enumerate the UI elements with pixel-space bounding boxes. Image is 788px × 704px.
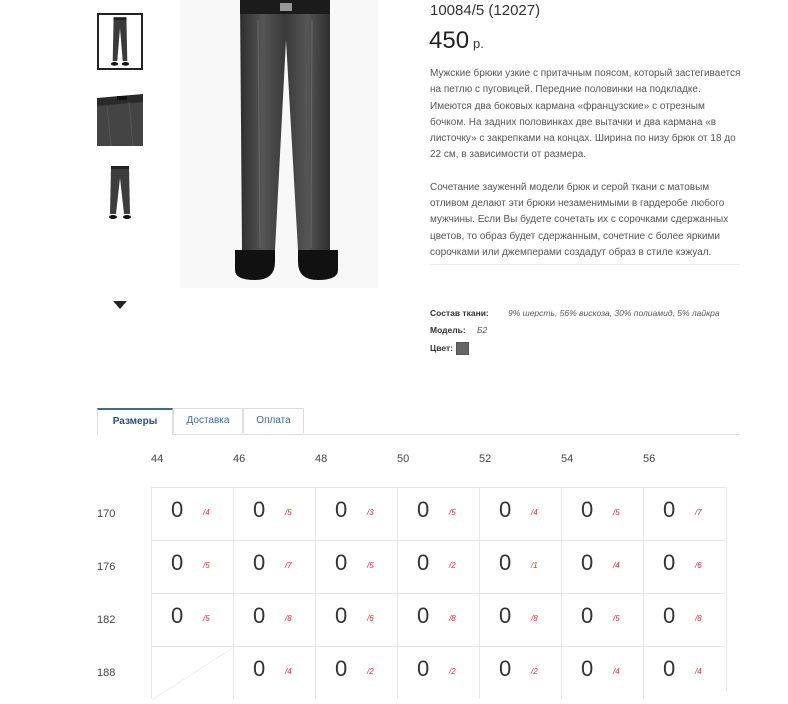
description-paragraph: Сочетание зауженнй модели брюк и серой ткани с матовым отливом делают эти брюки незаменимыми в гардеробе любого мужчины. Если Вы будете сочетать их с сорочками сдержанных цветов, то образ будет сдержанным, сочетние с более яркими сорочками или джемперами создадут образ в стиле кэжуал. <box>430 181 729 258</box>
size-cell-quantity: 0 <box>417 603 430 628</box>
product-price <box>429 27 484 55</box>
product-description <box>430 66 742 277</box>
size-cell[interactable] <box>397 540 479 593</box>
size-cell-quantity: 0 <box>581 656 594 681</box>
size-cell-stock: /5 <box>203 614 210 623</box>
color-swatch <box>456 342 469 355</box>
size-cell-quantity: 0 <box>663 497 676 522</box>
size-cell-stock: /6 <box>367 614 374 623</box>
size-cell[interactable] <box>315 646 397 699</box>
size-cell[interactable] <box>479 487 561 540</box>
size-cell[interactable] <box>479 593 561 646</box>
size-column-header: 46 <box>233 453 246 465</box>
height-row-header: 188 <box>97 667 116 679</box>
description-paragraph: Мужские брюки узкие с притачным поясом, который застегивается на петлю с пуговицей. Передние половинки на подкладке. Имеются два боковых кармана «французские» с отрезным бочком. На задних половинках две вытачки и два кармана «в листочку» с закрепками на концах. Ширина по низу брюк от 18 до 22 см, в зависимости от размера. <box>430 68 741 161</box>
size-cell-quantity: 0 <box>253 656 266 681</box>
size-cell-stock: /7 <box>285 561 292 570</box>
spec-model <box>430 325 487 335</box>
size-cell-quantity: 0 <box>253 497 266 522</box>
size-cell-quantity: 0 <box>499 497 512 522</box>
divider <box>430 264 740 265</box>
size-cell[interactable] <box>233 540 315 593</box>
size-cell-stock: /3 <box>367 508 374 517</box>
size-cell[interactable] <box>397 593 479 646</box>
size-cell-quantity: 0 <box>335 603 348 628</box>
size-cell-quantity: 0 <box>417 656 430 681</box>
size-cell[interactable] <box>315 593 397 646</box>
size-cell[interactable] <box>397 487 479 540</box>
size-cell-stock: /8 <box>449 614 456 623</box>
size-cell-quantity: 0 <box>663 550 676 575</box>
size-cell-quantity: 0 <box>663 656 676 681</box>
size-cell[interactable] <box>643 487 725 540</box>
size-cell-stock: /4 <box>285 667 292 676</box>
size-column-header: 44 <box>151 453 164 465</box>
size-cell-stock: /8 <box>285 614 292 623</box>
size-cell-stock: /5 <box>285 508 292 517</box>
size-cell[interactable] <box>233 646 315 699</box>
size-cell-stock: /5 <box>613 508 620 517</box>
tab-sizes[interactable]: Размеры <box>97 408 173 435</box>
size-cell-quantity: 0 <box>499 550 512 575</box>
size-cell-stock: /5 <box>367 561 374 570</box>
size-column-header: 54 <box>561 453 574 465</box>
size-column-header: 48 <box>315 453 328 465</box>
size-cell[interactable] <box>315 540 397 593</box>
spec-model-label: Модель: <box>430 325 466 335</box>
price-value: 450 <box>429 27 470 54</box>
gallery-thumbnail-back[interactable] <box>97 162 143 220</box>
trousers-front-icon <box>99 15 141 68</box>
size-cell-quantity: 0 <box>171 550 184 575</box>
gallery-thumbnail-detail[interactable] <box>97 88 143 146</box>
size-cell[interactable] <box>233 487 315 540</box>
size-cell[interactable] <box>479 646 561 699</box>
trousers-waist-detail-icon <box>97 88 143 146</box>
spec-color <box>430 342 508 355</box>
size-cell-quantity: 0 <box>335 550 348 575</box>
unavailable-slash-icon <box>152 647 234 700</box>
tab-delivery[interactable]: Доставка <box>173 408 243 433</box>
size-cell[interactable] <box>233 593 315 646</box>
size-cell[interactable] <box>643 593 725 646</box>
size-cell[interactable] <box>315 487 397 540</box>
spec-fabric-label: Состав ткани: <box>430 308 489 318</box>
spec-fabric-value: 9% шерсть, 56% вискоза, 30% полиамид, 5% лайкра <box>508 308 720 318</box>
size-cell[interactable] <box>643 540 725 593</box>
size-cell-quantity: 0 <box>253 603 266 628</box>
size-cell-stock: /6 <box>695 561 702 570</box>
size-cell-stock: /1 <box>531 561 538 570</box>
size-cell-stock: /5 <box>203 561 210 570</box>
product-main-image <box>180 0 378 288</box>
size-cell[interactable] <box>561 487 643 540</box>
size-cell[interactable] <box>643 646 725 699</box>
size-cell-stock: /7 <box>695 508 702 517</box>
size-cell-quantity: 0 <box>663 603 676 628</box>
trousers-back-icon <box>97 162 143 220</box>
size-column-header: 52 <box>479 453 492 465</box>
info-tabs <box>97 408 740 435</box>
size-column-header: 50 <box>397 453 410 465</box>
size-cell-stock: /4 <box>203 508 210 517</box>
size-cell-quantity: 0 <box>581 497 594 522</box>
size-cell[interactable] <box>561 593 643 646</box>
price-currency: р. <box>473 36 484 51</box>
size-cell-empty <box>151 646 233 699</box>
size-cell-stock: /8 <box>695 614 702 623</box>
size-cell-quantity: 0 <box>499 656 512 681</box>
height-row-header: 182 <box>97 614 116 626</box>
size-cell-stock: /2 <box>367 667 374 676</box>
size-cell-stock: /5 <box>449 508 456 517</box>
product-sku: 10084/5 (12027) <box>430 2 541 19</box>
size-cell[interactable] <box>397 646 479 699</box>
triangle-down-icon[interactable] <box>113 301 127 309</box>
spec-color-label: Цвет: <box>430 342 453 353</box>
size-cell-quantity: 0 <box>499 603 512 628</box>
size-cell-stock: /2 <box>531 667 538 676</box>
spec-model-value: Б2 <box>477 325 488 335</box>
size-cell-stock: /2 <box>449 667 456 676</box>
size-cell[interactable] <box>561 646 643 699</box>
size-cell-quantity: 0 <box>581 550 594 575</box>
size-cell[interactable] <box>479 540 561 593</box>
gallery-thumbnail-front[interactable] <box>97 13 143 70</box>
size-cell-quantity: 0 <box>335 497 348 522</box>
size-cell-quantity: 0 <box>335 656 348 681</box>
size-cell-stock: /4 <box>613 561 620 570</box>
size-cell-quantity: 0 <box>581 603 594 628</box>
size-cell-stock: /5 <box>613 614 620 623</box>
table-border <box>726 487 727 691</box>
size-cell-stock: /4 <box>613 667 620 676</box>
size-cell-stock: /2 <box>449 561 456 570</box>
size-cell[interactable] <box>151 593 233 646</box>
size-cell-stock: /8 <box>531 614 538 623</box>
size-cell-quantity: 0 <box>253 550 266 575</box>
size-cell-quantity: 0 <box>171 603 184 628</box>
size-column-header: 56 <box>643 453 656 465</box>
size-cell[interactable] <box>151 540 233 593</box>
size-cell-quantity: 0 <box>417 497 430 522</box>
size-cell[interactable] <box>151 487 233 540</box>
size-cell-quantity: 0 <box>171 497 184 522</box>
trousers-photo-icon <box>180 0 378 288</box>
tab-payment[interactable]: Оплата <box>243 408 304 433</box>
size-cell[interactable] <box>561 540 643 593</box>
size-cell-stock: /4 <box>695 667 702 676</box>
height-row-header: 176 <box>97 561 116 573</box>
spec-fabric <box>430 308 720 318</box>
size-cell-quantity: 0 <box>417 550 430 575</box>
height-row-header: 170 <box>97 508 116 520</box>
size-cell-stock: /4 <box>531 508 538 517</box>
